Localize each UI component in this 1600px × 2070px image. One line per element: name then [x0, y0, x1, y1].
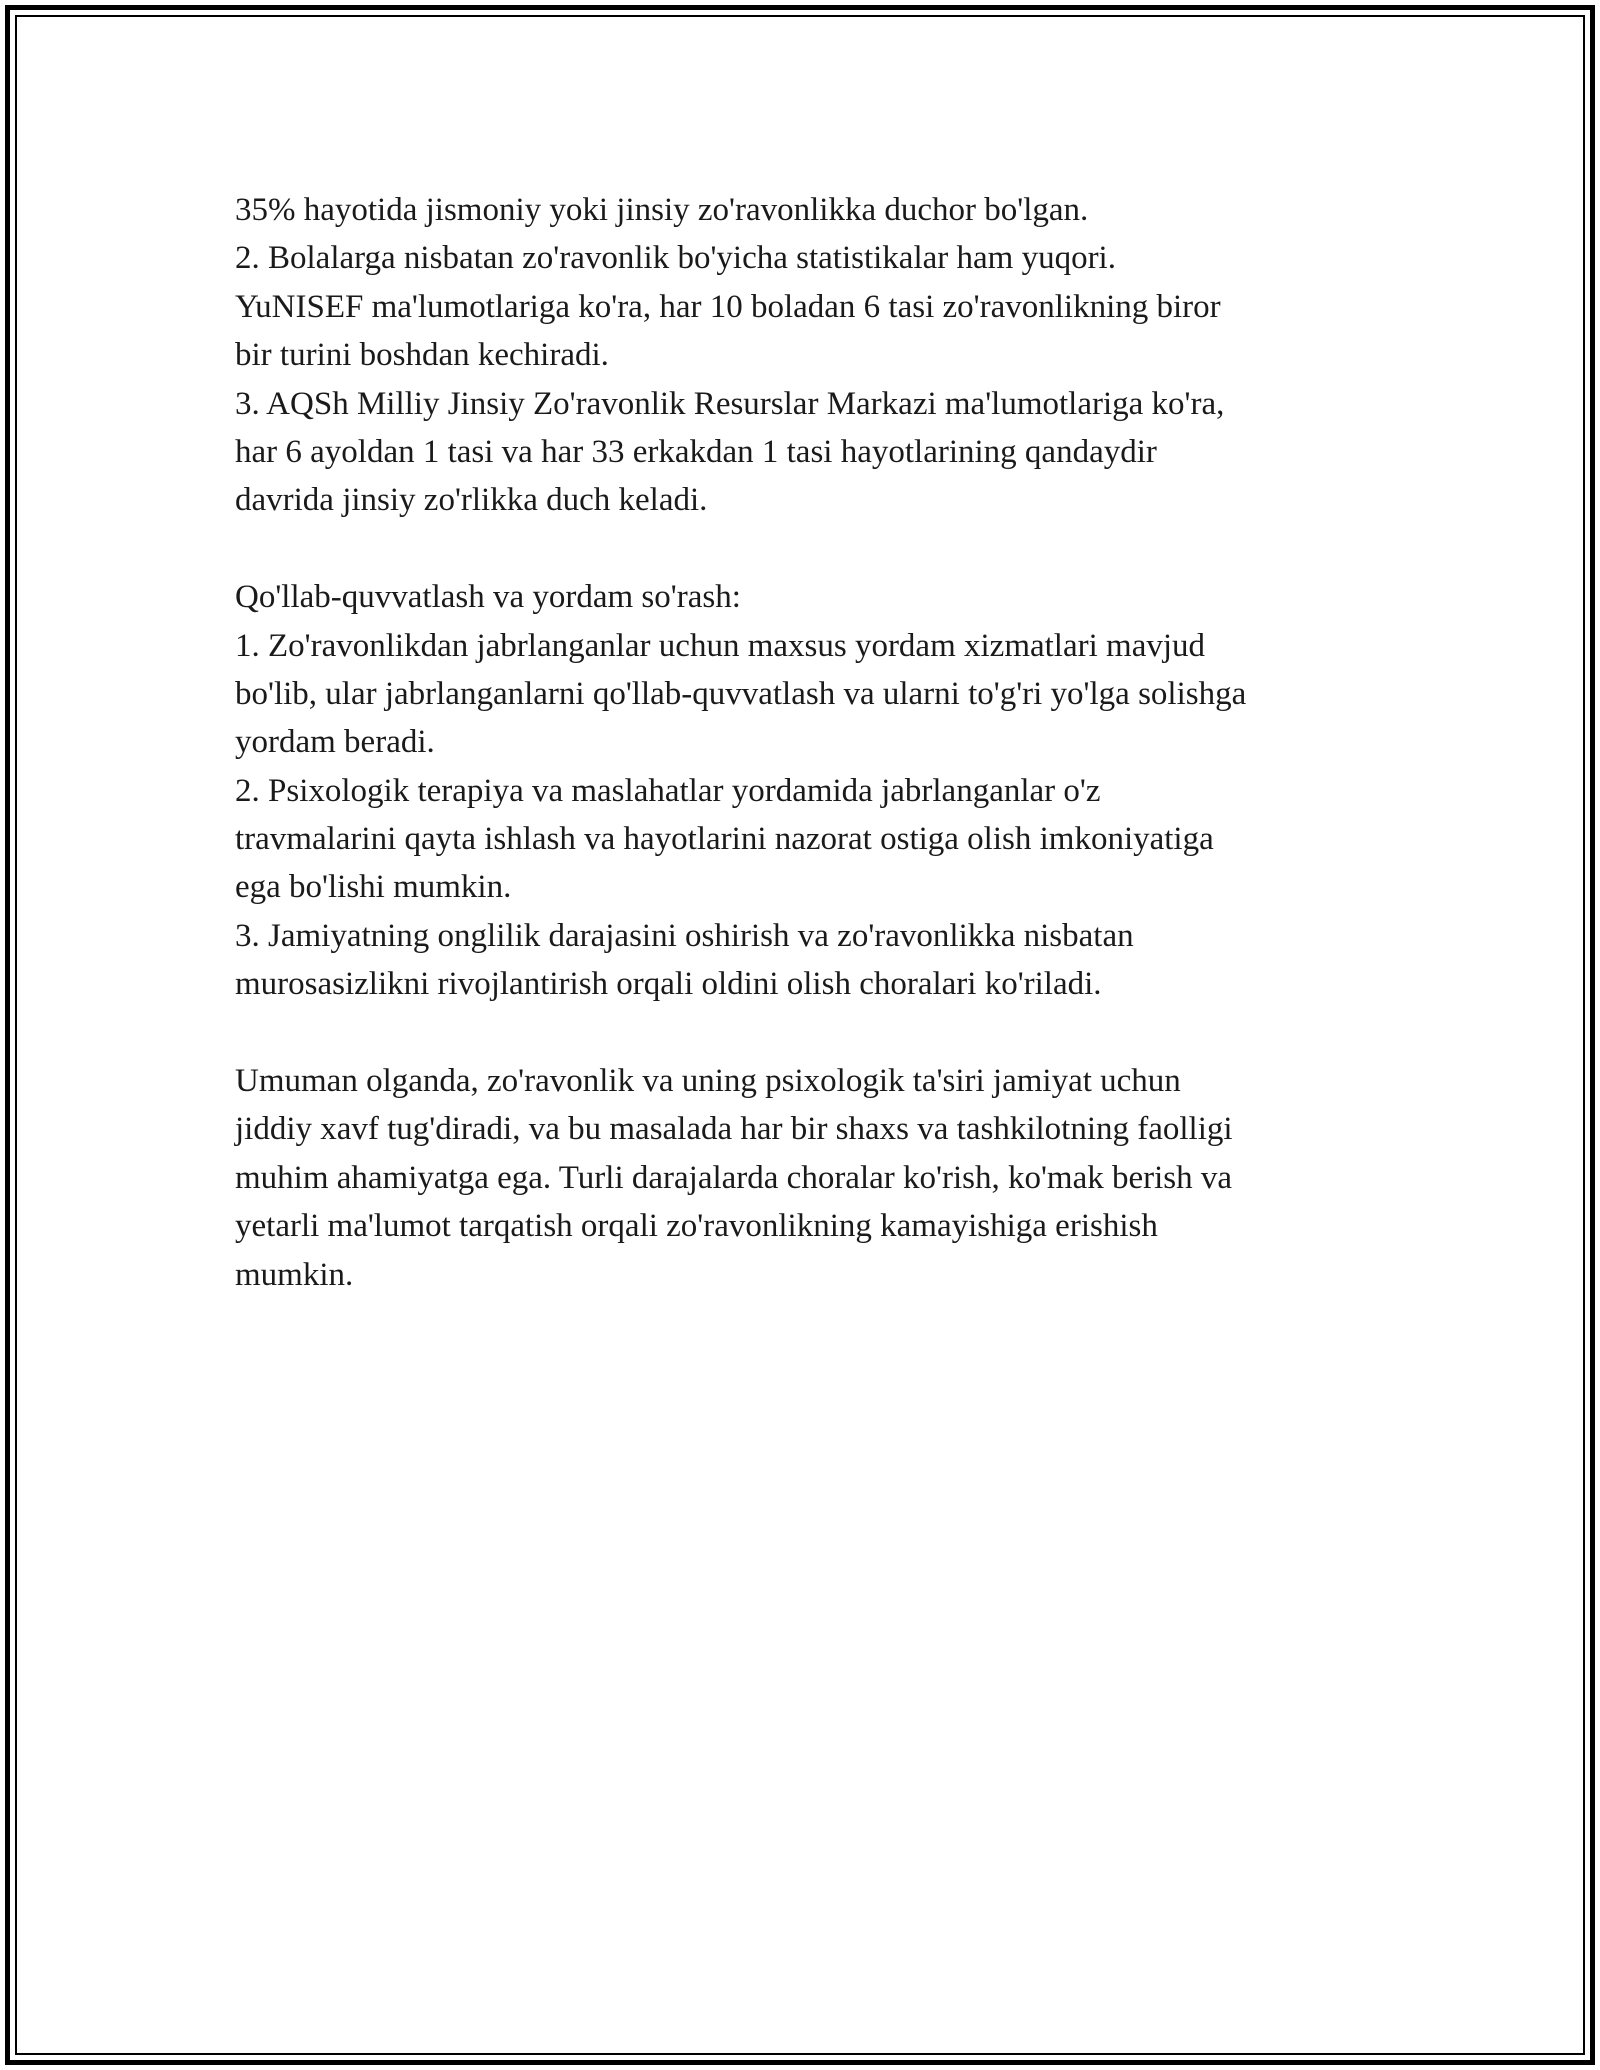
text-line: 2. Psixologik terapiya va maslahatlar yordamida jabrlanganlar o'z	[235, 772, 1101, 809]
text-line: jiddiy xavf tug'diradi, va bu masalada har bir shaxs va tashkilotning faolligi	[235, 1111, 1233, 1148]
document-body	[235, 186, 1385, 1299]
text-line: 35% hayotida jismoniy yoki jinsiy zo'ravonlikka duchor bo'lgan.	[235, 192, 1089, 228]
text-line: yordam beradi.	[235, 724, 435, 761]
text-line: ega bo'lishi mumkin.	[235, 869, 512, 906]
text-line: davrida jinsiy zo'rlikka duch keladi.	[235, 482, 708, 519]
text-line: 3. AQSh Milliy Jinsiy Zo'ravonlik Resurslar Markazi ma'lumotlariga ko'ra,	[235, 385, 1225, 422]
text-line: 2. Bolalarga nisbatan zo'ravonlik bo'yicha statistikalar ham yuqori.	[235, 240, 1116, 277]
text-line: har 6 ayoldan 1 tasi va har 33 erkakdan 1 tasi hayotlarining qandaydir	[235, 433, 1157, 470]
text-line: muhim ahamiyatga ega. Turli darajalarda choralar ko'rish, ko'mak berish va	[235, 1159, 1233, 1196]
text-line: bo'lib, ular jabrlanganlarni qo'llab-quvvatlash va ularni to'g'ri yo'lga solishga	[235, 675, 1247, 712]
text-line: murosasizlikni rivojlantirish orqali oldini olish choralari ko'riladi.	[235, 966, 1102, 1003]
text-line: Umuman olganda, zo'ravonlik va uning psixologik ta'siri jamiyat uchun	[235, 1063, 1181, 1100]
text-line: bir turini boshdan kechiradi.	[235, 337, 609, 374]
paragraph-spacer	[235, 1009, 1385, 1057]
text-line: mumkin.	[235, 1256, 354, 1293]
text-line: 1. Zo'ravonlikdan jabrlanganlar uchun maxsus yordam xizmatlari mavjud	[235, 627, 1206, 664]
text-line: travmalarini qayta ishlash va hayotlarini nazorat ostiga olish imkoniyatiga	[235, 821, 1214, 858]
paragraph-support	[235, 573, 1385, 1009]
text-line: 3. Jamiyatning onglilik darajasini oshirish va zo'ravonlikka nisbatan	[235, 917, 1134, 954]
paragraph-statistics	[235, 186, 1385, 525]
text-line: yetarli ma'lumot tarqatish orqali zo'ravonlikning kamayishiga erishish	[235, 1208, 1158, 1245]
text-line: YuNISEF ma'lumotlariga ko'ra, har 10 boladan 6 tasi zo'ravonlikning biror	[235, 288, 1221, 325]
paragraph-conclusion	[235, 1057, 1385, 1299]
section-heading: Qo'llab-quvvatlash va yordam so'rash:	[235, 579, 741, 616]
paragraph-spacer	[235, 525, 1385, 573]
